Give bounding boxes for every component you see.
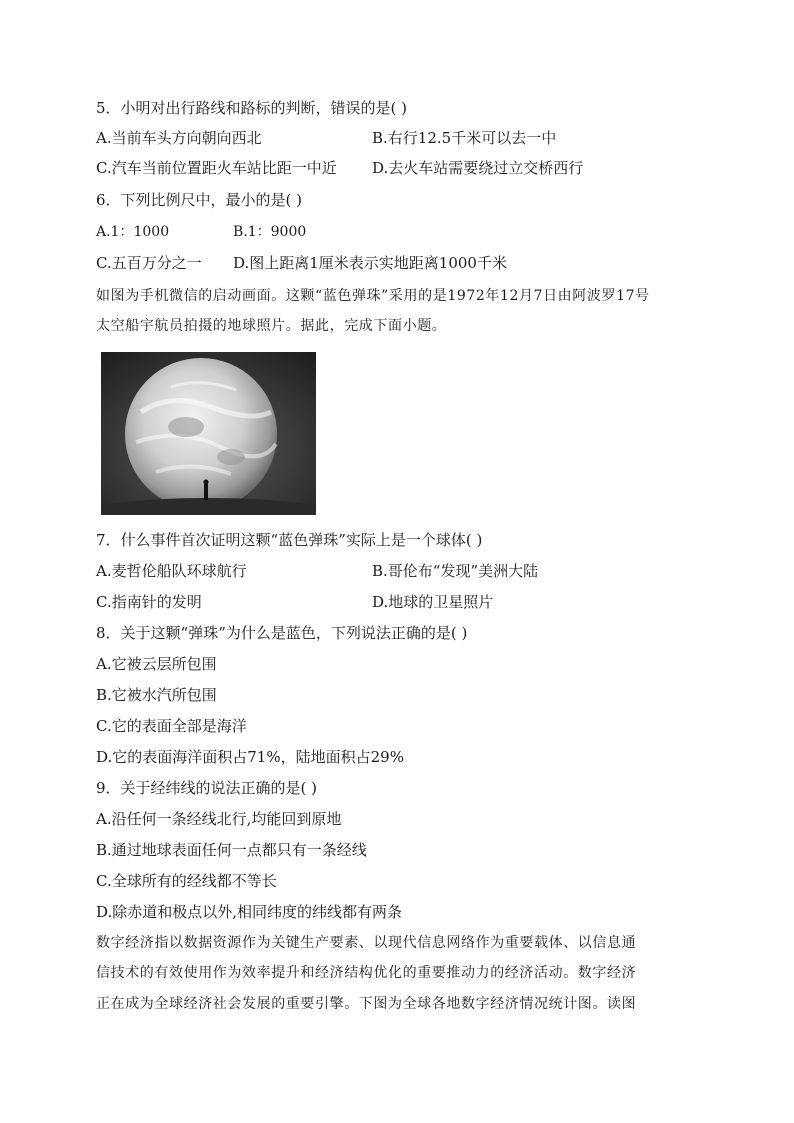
q7-option-d: D.地球的卫星照片 <box>372 593 494 611</box>
q8-option-d: D.它的表面海洋面积占71%，陆地面积占29% <box>96 748 404 766</box>
q7-option-a: A.麦哲伦船队环球航行 <box>96 562 247 580</box>
q6-option-c: C.五百万分之一 <box>96 254 202 272</box>
passage2-line-1: 数字经济指以数据资源作为关键生产要素、以现代信息网络作为重要载体、以信息通 <box>96 935 637 951</box>
q8-stem: 8．关于这颗“弹珠”为什么是蓝色，下列说法正确的是( ) <box>96 624 468 642</box>
q9-option-c: C.全球所有的经线都不等长 <box>96 872 277 890</box>
q5-option-d: D.去火车站需要绕过立交桥西行 <box>372 159 584 177</box>
q7-option-c: C.指南针的发明 <box>96 593 202 611</box>
q9-stem: 9．关于经纬线的说法正确的是( ) <box>96 779 318 797</box>
q5-option-b: B.右行12.5千米可以去一中 <box>372 129 557 147</box>
q6-stem: 6．下列比例尺中，最小的是( ) <box>96 191 303 209</box>
q7-stem: 7．什么事件首次证明这颗“蓝色弹珠”实际上是一个球体( ) <box>96 531 483 549</box>
q8-option-c: C.它的表面全部是海洋 <box>96 717 247 735</box>
q9-option-b: B.通过地球表面任何一点都只有一条经线 <box>96 841 367 859</box>
q6-option-b: B.1：9000 <box>233 224 307 240</box>
q9-option-d: D.除赤道和极点以外,相同纬度的纬线都有两条 <box>96 903 403 921</box>
passage1-line-1: 如图为手机微信的启动画面。这颗“蓝色弹珠”采用的是1972年12月7日由阿波罗17号 <box>96 288 650 304</box>
q5-option-a: A.当前车头方向朝向西北 <box>96 129 262 147</box>
q8-option-a: A.它被云层所包围 <box>96 655 217 673</box>
q7-option-b: B.哥伦布“发现”美洲大陆 <box>372 562 539 580</box>
passage1-line-2: 太空船宇航员拍摄的地球照片。据此，完成下面小题。 <box>96 318 447 334</box>
q6-option-a: A.1：1000 <box>96 224 170 240</box>
earth-photo <box>101 352 316 515</box>
passage2-line-3: 正在成为全球经济社会发展的重要引擎。下图为全球各地数字经济情况统计图。读图 <box>96 996 637 1012</box>
q8-option-b: B.它被水汽所包围 <box>96 686 217 704</box>
q5-stem: 5．小明对出行路线和路标的判断，错误的是( ) <box>96 99 408 117</box>
q5-option-c: C.汽车当前位置距火车站比距一中近 <box>96 159 337 177</box>
q9-option-a: A.沿任何一条经线北行,均能回到原地 <box>96 810 342 828</box>
q6-option-d: D.图上距离1厘米表示实地距离1000千米 <box>233 254 507 272</box>
earth-photo-icon <box>101 352 316 515</box>
passage2-line-2: 信技术的有效使用作为效率提升和经济结构优化的重要推动力的经济活动。数字经济 <box>96 965 637 981</box>
